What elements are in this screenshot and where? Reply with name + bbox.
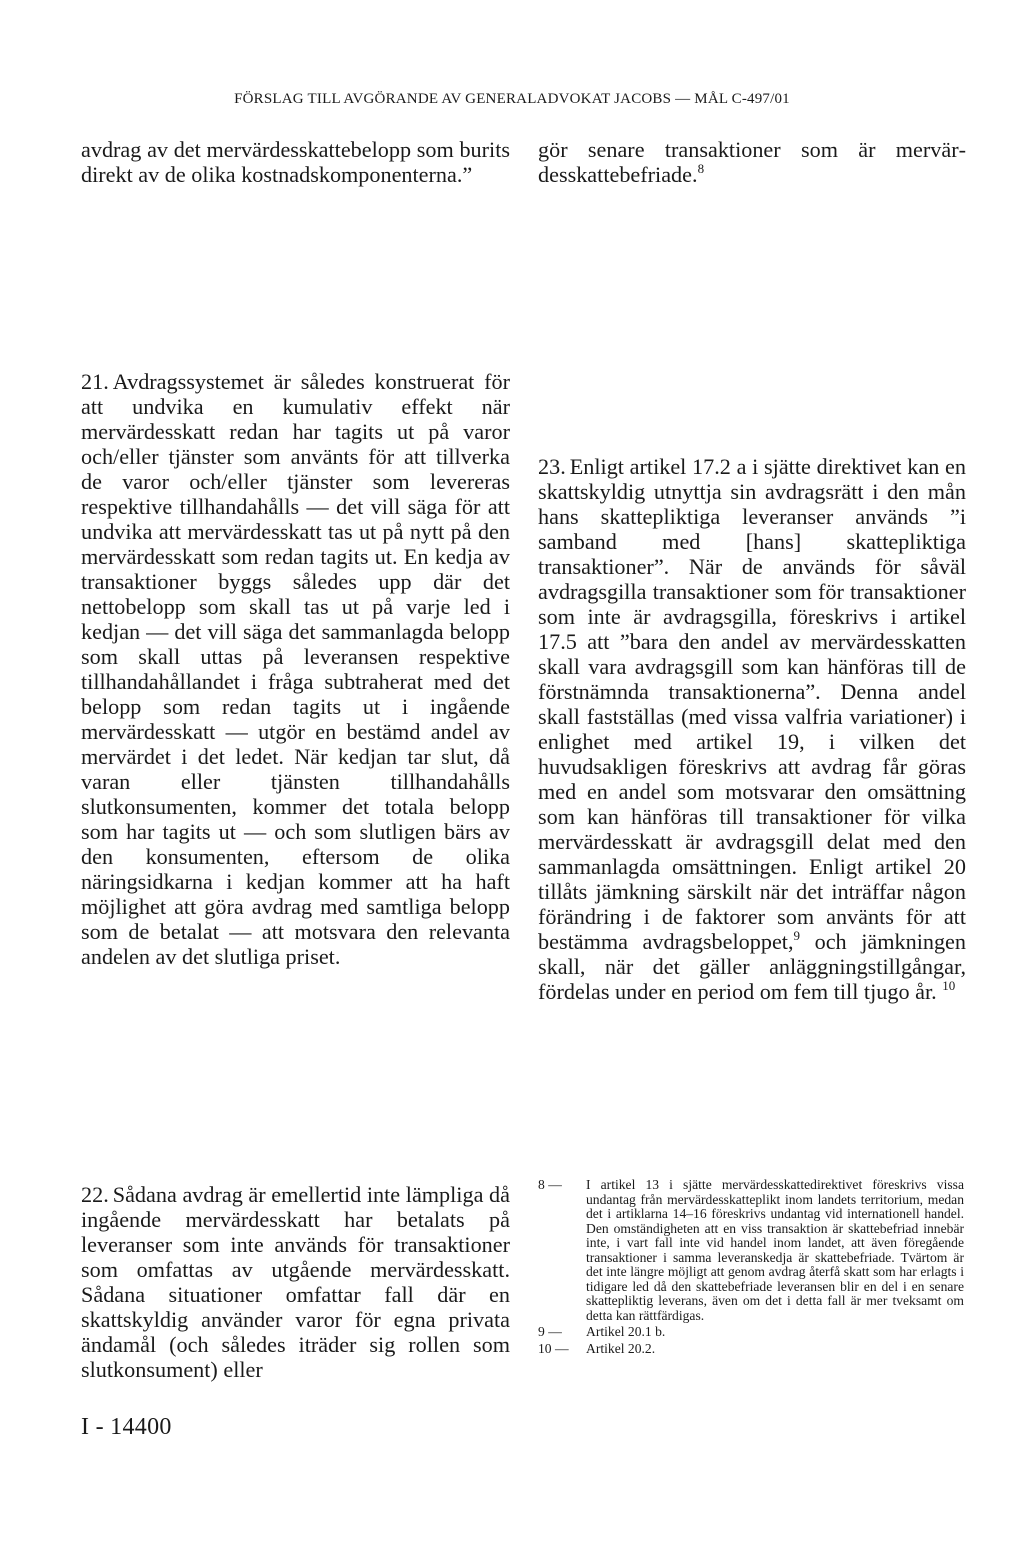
- paragraph-23: [538, 454, 966, 1004]
- paragraph-22-number: 22.: [81, 1182, 109, 1207]
- footnote-ref-9[interactable]: 9: [793, 927, 800, 943]
- paragraph-23-text-a: Enligt artikel 17.2 a i sjätte direktivet kan en skattskyldig utnyttja sin avdragsrätt i den mån hans skattepliktiga leveranser används ”i samband med [hans] skattepliktiga transaktioner”. När de används för såväl avdragsgilla transaktioner som för transaktioner som inte är avdragsgilla, föreskrivs i artikel 17.5 att ”bara den andel av mervärdesskatten skall vara avdragsgill som kan hänföras till de förstnämnda transaktionerna”. Denna andel skall fastställas (med vissa valfria variationer) i enlighet med artikel 19, i vilken det huvudsakligen föreskrivs att avdrag får göras med en andel som motsvarar den omsättning som kan hänföras till transaktioner för vilka mervärdesskatt är avdragsgill delat med den sammanlagda omsättningen. Enligt artikel 20 tillåts jämkning särskilt när det inträffar någon förändring i de faktorer som använts för att bestämma avdragsbeloppet,: [538, 454, 966, 954]
- footnotes: [538, 1178, 964, 1358]
- paragraph-21: [81, 369, 510, 969]
- running-header: FÖRSLAG TILL AVGÖRANDE AV GENERALADVOKAT JACOBS — MÅL C-497/01: [234, 91, 790, 107]
- continued-quote: [81, 137, 510, 187]
- continued-text-right-body: gör senare transaktioner som är mervärdesskattebefriade.: [538, 137, 966, 187]
- footnote-9: [538, 1325, 964, 1340]
- paragraph-22-text: Sådana avdrag är emellertid inte lämpliga då ingående mervärdesskatt har betalats på leveranser som inte används för transaktioner som omfattas av utgående mervärdesskatt. Sådana situationer omfattar fall där en skattskyldig använder varor för egna privata ändamål (och således iträder sig rollen som slutkonsument) eller: [81, 1182, 510, 1382]
- footnote-10: [538, 1342, 964, 1357]
- paragraph-23-number: 23.: [538, 454, 566, 479]
- continued-quote-text: avdrag av det mervärdesskattebelopp som burits direkt av de olika kostnadskomponenterna.”: [81, 137, 510, 187]
- footnote-9-text: Artikel 20.1 b.: [586, 1324, 666, 1339]
- footnote-8-mark: 8 —: [538, 1177, 562, 1192]
- paragraph-21-number: 21.: [81, 369, 109, 394]
- footnote-10-mark: 10 —: [538, 1340, 569, 1356]
- footnote-9-mark: 9 —: [538, 1324, 562, 1339]
- paragraph-21-text: Avdragssystemet är således konstruerat för att undvika en kumulativ effekt när mervärdesskatt redan har tagits ut på varor och/eller tjänster som använts för att tillverka de varor och/eller tjänster som levereras respektive tillhandahålls — det vill säga för att undvika att mervärdesskatt tas ut på nytt på den mervärdesskatt som redan tagits ut. En kedja av transaktioner byggs således upp där det nettobelopp som skall tas ut på varje led i kedjan — det vill säga det sammanlagda belopp som skall uttas på leveransen respektive tillhandahållandet i fråga subtraherat med det belopp som redan tagits ut i ingående mervärdesskatt — utgör en bestämd andel av mervärdet i det ledet. När kedjan tar slut, då varan eller tjänsten tillhandahålls slutkonsumenten, kommer det totala belopp som har tagits ut — och som slutligen bärs av den konsumenten, eftersom de olika näringsidkarna i kedjan kommer att ha haft möjlighet att göra avdrag med samtliga belopp som de betalat — att motsvara den relevanta andelen av det slutliga priset.: [81, 369, 510, 969]
- continued-text-right: [538, 137, 966, 187]
- footnote-8: [538, 1178, 964, 1323]
- paragraph-22: [81, 1182, 510, 1382]
- footnote-10-text: Artikel 20.2.: [586, 1340, 656, 1356]
- footnote-8-text: I artikel 13 i sjätte mervärdesskattedirektivet föreskrivs vissa undantag från mervärdesskatteplikt inom landets territorium, medan det i artiklarna 14–16 föreskrivs undantag vid internationell handel. Den omständigheten att en viss transaktion är skattebefriad innebär inte, i vart fall inte vid handel inom landet, att även föregående transaktioner i samma leveranskedja är skattebefriade. Tvärtom är det inte längre möjligt att genom avdrag återfå skatt som har erlagts i tidigare led då den skattebefriade leveransen blir en del i en senare skattepliktig leverans, även om det i detta fall är mer tveksamt om detta kan rättfärdigas.: [586, 1177, 964, 1323]
- paragraph-23-text-b: och jämkningen skall, när det gäller anläggningstillgångar, fördelas under en period om fem till tjugo år.: [538, 929, 966, 1004]
- footnote-ref-8[interactable]: 8: [697, 160, 705, 176]
- footnote-ref-10[interactable]: 10: [942, 977, 956, 993]
- page-number: I - 14400: [81, 1414, 172, 1440]
